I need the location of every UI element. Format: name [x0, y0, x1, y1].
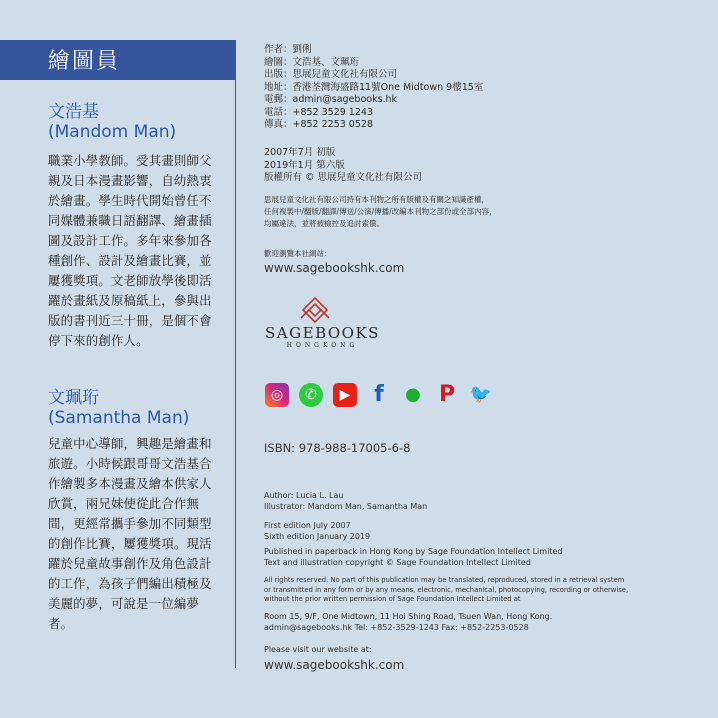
illustrator-2-name-en: (Samantha Man) — [48, 408, 190, 428]
social-links — [265, 383, 503, 407]
contact-en-line: admin@sagebooks.hk Tel: +852-3529-1243 Fax: +852-2253-0528 — [264, 622, 529, 632]
illustrator-2-bio: 兒童中心導師，興趣是繪畫和旅遊。小時候跟哥哥文浩基合作繪製多本漫畫及繪本供家人欣賞，兩兄妹使從此合作無間，更經常攜手參加不同類型的創作比賽，屢獲獎項。現活躍於兒童故事創作及角色設計的工作，為孩子們編出積極及美麗的夢，可說是一位編夢者。 — [48, 436, 212, 631]
isbn: ISBN: 978-988-17005-6-8 — [264, 441, 411, 455]
sagebooks-logo — [265, 296, 380, 352]
edition-first-en: First edition July 2007 — [264, 521, 351, 530]
rights-cn-line-2: 任何複製中/翻版/翻譯/傳送/公演/傳播/改編本刊物之部份或全部內容， — [264, 207, 497, 216]
twitter-icon[interactable]: 🐦 — [469, 384, 493, 405]
rights-en-line-1: All rights reserved. No part of this publication may be translated, reproduced, stored in a retrieval system — [264, 576, 625, 584]
edition-en — [264, 521, 370, 542]
illustrator-1-bio: 職業小學教師。受其畫則師父親及日本漫畫影響，自幼熱衷於繪畫。學生時代開始曾任不同媒體兼職日語翻譯、繪畫插圖及設計工作。多年來參加各種創作、設計及繪畫比賽，並屢獲獎項。文老師放學後即活躍於畫紙及原稿紙上，參與出版的書刊近三十冊，是個不會停下來的創作人。 — [48, 153, 212, 348]
logo-wordmark: SAGEBOOKS — [265, 324, 380, 342]
address-en-line-1: Room 15, 9/F, One Midtown, 11 Hoi Shing Road, Tsuen Wan, Hong Kong. — [264, 612, 553, 621]
illustrator-2-name-cn: 文珮珩 — [48, 388, 99, 408]
credit-address-cn: 地址：香港荃灣海盛路11號One Midtown 9樓15室 — [264, 81, 484, 93]
visit-en: Please visit our website at: — [264, 645, 372, 654]
youtube-icon[interactable]: ▶ — [333, 383, 357, 407]
column-divider — [235, 40, 236, 668]
publish-en-line-2: Text and illustration copyright © Sage Foundation Intellect Limited — [264, 557, 531, 567]
facebook-icon[interactable]: f — [374, 382, 384, 407]
credit-publisher-cn: 出版：思展兒童文化社有限公司 — [264, 69, 398, 80]
whatsapp-icon[interactable]: ✆ — [299, 383, 323, 407]
credits-cn — [264, 44, 483, 132]
rights-en-line-2: or transmitted in any form or by any means, electronic, mechanical, photocopying, recording or otherwise, — [264, 585, 629, 594]
credit-author-en: Author: Lucia L. Lau — [264, 491, 344, 500]
credit-email-cn: 電郵：admin@sagebooks.hk — [264, 94, 398, 105]
website-link-bottom[interactable]: www.sagebookshk.com — [264, 658, 405, 672]
copyright-cn: 版權所有 © 思展兒童文化社有限公司 — [264, 172, 423, 183]
illustrator-1-name — [48, 102, 176, 142]
credits-en — [264, 491, 427, 512]
rights-cn-line-3: 均屬違法，並將被檢控及追討索償。 — [264, 219, 384, 228]
credit-illustrator-cn: 繪圖：文浩基、文珮珩 — [264, 56, 360, 68]
credit-illustrator-en: Illustrator: Mandom Man, Samantha Man — [264, 501, 428, 511]
rights-en-line-3: without the prior written permission of Sage Foundation Intellect Limited at — [264, 595, 521, 603]
edition-first-cn: 2007年7月 初版 — [264, 147, 336, 158]
publish-en-line-1: Published in paperback in Hong Kong by Sage Foundation Intellect Limited — [264, 547, 563, 556]
section-header — [0, 40, 235, 80]
illustrator-2-name — [48, 388, 189, 428]
logo-subtitle: HONGKONG — [286, 342, 359, 349]
pinterest-icon[interactable]: P — [438, 382, 456, 407]
rights-cn — [264, 194, 497, 230]
edition-sixth-cn: 2019年1月 第六版 — [264, 159, 345, 171]
section-title: 繪圖員 — [48, 49, 121, 74]
credit-author-cn: 作者：劉俐 — [264, 44, 312, 55]
visit-cn: 歡迎瀏覽本社網站： — [264, 249, 332, 258]
illustrators-panel — [0, 0, 235, 718]
edition-cn — [264, 147, 422, 185]
illustrator-1-name-en: (Mandom Man) — [48, 122, 177, 142]
wechat-icon[interactable]: ● — [405, 384, 421, 405]
instagram-icon[interactable]: ◎ — [265, 383, 289, 407]
illustrator-1-name-cn: 文浩基 — [48, 102, 99, 122]
edition-sixth-en: Sixth edition January 2019 — [264, 531, 371, 541]
credit-fax-cn: 傳真：+852 2253 0528 — [264, 119, 373, 130]
rights-cn-line-1: 思展兒童文化社有限公司持有本刊物之所有版權及有關之知識產權， — [264, 195, 489, 204]
address-en — [264, 612, 552, 633]
rights-en — [264, 576, 628, 605]
website-link-top[interactable]: www.sagebookshk.com — [264, 261, 405, 275]
credit-phone-cn: 電話：+852 3529 1243 — [264, 106, 373, 118]
publish-en — [264, 547, 562, 568]
